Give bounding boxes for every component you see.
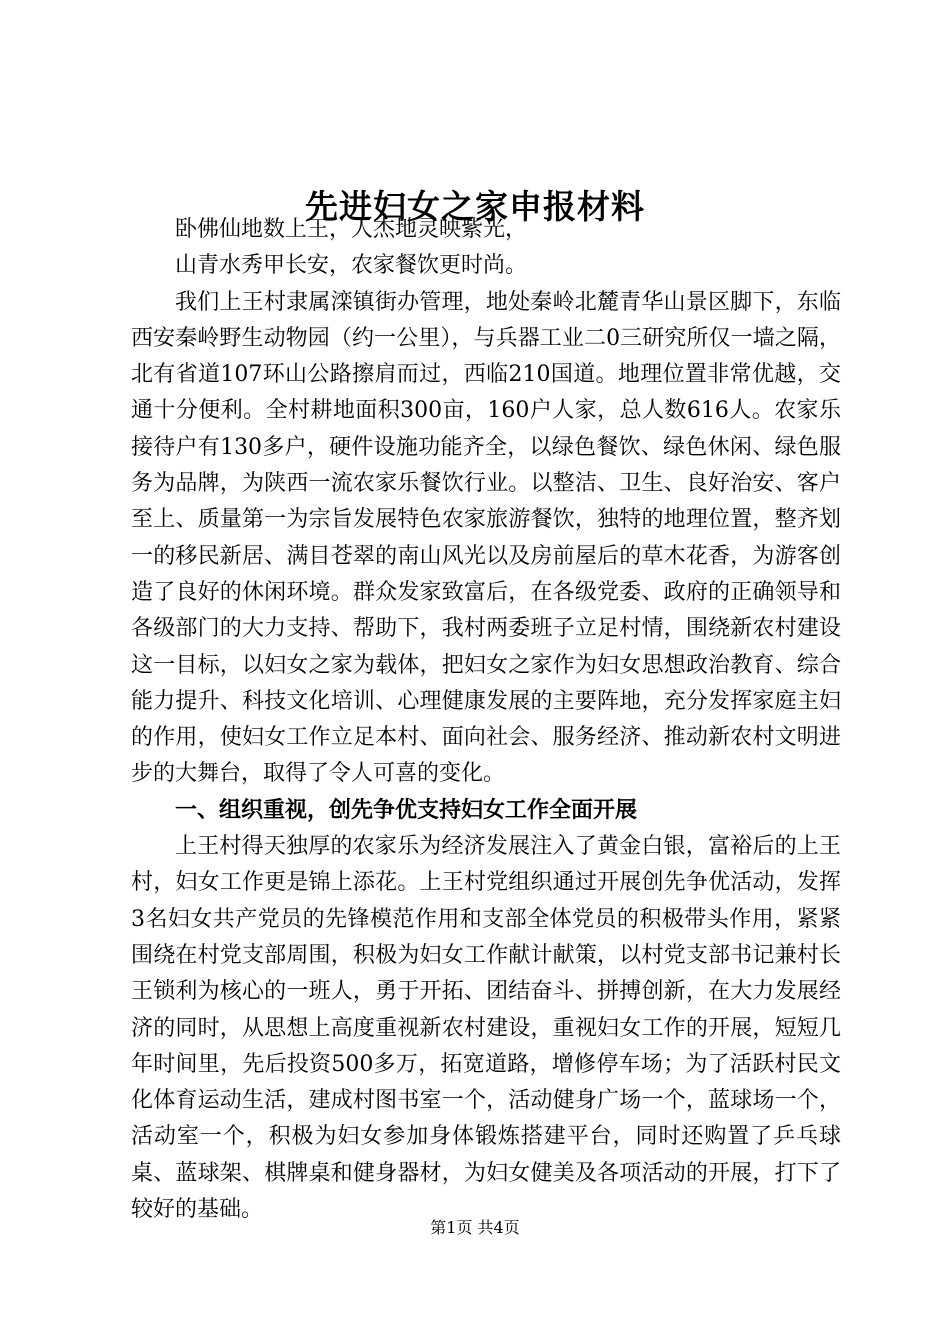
body-paragraph: 我们上王村隶属滦镇街办管理，地处秦岭北麓青华山景区脚下，东临西安秦岭野生动物园（约一公里），与兵器工业二0三研究所仅一墙之隔，北有省道107环山公路擦肩而过，西临210国道。地理位置非常优越，交通十分便利。全村耕地面积300亩，160户人家，总人数616人。农家乐接待户有130多户，硬件设施功能齐全，以绿色餐饮、绿色休闲、绿色服务为品牌，为陕西一流农家乐餐饮行业。以整洁、卫生、良好治安、客户至上、质量第一为宗旨发展特色农家旅游餐饮，独特的地理位置，整齐划一的移民新居、满目苍翠的南山风光以及房前屋后的草木花香，为游客创造了良好的休闲环境。群众发家致富后，在各级党委、政府的正确领导和各级部门的大力支持、帮助下，我村两委班子立足村情，围绕新农村建设这一目标，以妇女之家为载体，把妇女之家作为妇女思想政治教育、综合能力提升、科技文化培训、心理健康发展的主要阵地，充分发挥家庭主妇的作用，使妇女工作立足本村、面向社会、服务经济、推动新农村文明进步的大舞台，取得了令人可喜的变化。 (131, 289, 841, 787)
poem-line: 卧佛仙地数上王，人杰地灵映紫光， (175, 217, 528, 242)
page-indicator: 第1页 共4页 (430, 1218, 520, 1237)
document-title: 先进妇女之家申报材料 (305, 187, 645, 226)
body-paragraph: 上王村得天独厚的农家乐为经济发展注入了黄金白银，富裕后的上王村，妇女工作更是锦上添花。上王村党组织通过开展创先争优活动，发挥3名妇女共产党员的先锋模范作用和支部全体党员的积极带头作用，紧紧围绕在村党支部周围，积极为妇女工作献计献策，以村党支部书记兼村长王锁利为核心的一班人，勇于开拓、团结奋斗、拼搏创新，在大力发展经济的同时，从思想上高度重视新农村建设，重视妇女工作的开展，短短几年时间里，先后投资500多万，拓宽道路，增修停车场；为了活跃村民文化体育运动生活，建成村图书室一个，活动健身广场一个，蓝球场一个，活动室一个，积极为妇女参加身体锻炼搭建平台，同时还购置了乒乓球桌、蓝球架、棋牌桌和健身器材，为妇女健美及各项活动的开展，打下了较好的基础。 (131, 834, 841, 1223)
poem-line: 山青水秀甲长安，农家餐饮更时尚。 (175, 253, 528, 279)
document-body (131, 212, 841, 1228)
section-heading: 一、组织重视，创先争优支持妇女工作全面开展 (175, 797, 638, 823)
